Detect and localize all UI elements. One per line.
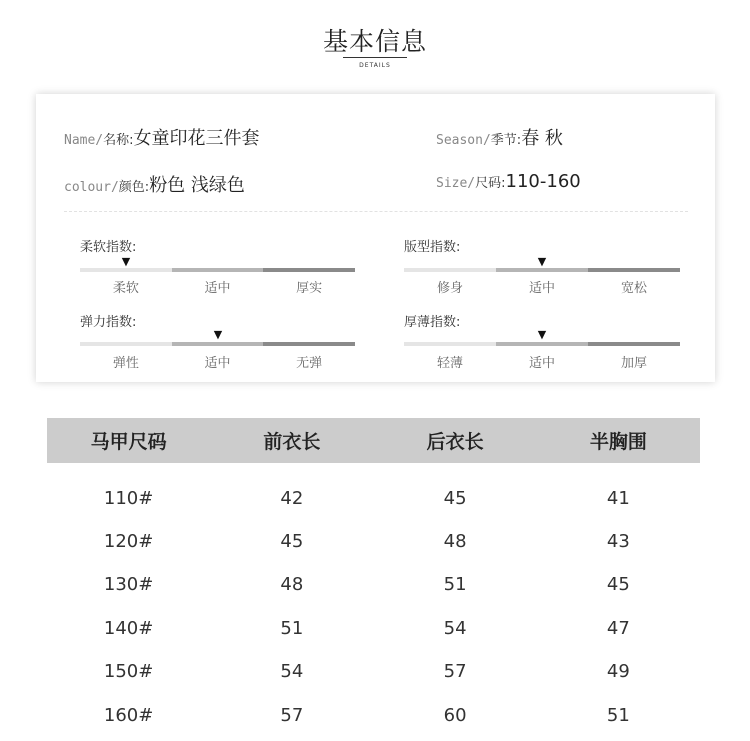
thickness-option: 适中	[528, 356, 555, 371]
table-row	[47, 569, 700, 599]
table-row	[47, 483, 700, 513]
table-cell: 57	[443, 660, 467, 682]
table-cell: 47	[606, 617, 630, 639]
table-cell: 54	[280, 660, 304, 682]
table-row	[47, 700, 700, 730]
info-name	[64, 124, 260, 150]
elasticity-options	[80, 352, 355, 371]
info-season-en: Season/	[436, 133, 491, 148]
table-cell: 60	[443, 704, 467, 726]
table-cell: 110#	[103, 487, 154, 509]
info-season-value: 春 秋	[521, 128, 563, 149]
info-divider	[64, 211, 688, 212]
elasticity-option: 无弹	[296, 356, 323, 371]
softness-option: 适中	[204, 281, 231, 296]
table-cell: 150#	[103, 660, 154, 682]
table-cell: 51	[606, 704, 630, 726]
info-season	[436, 124, 563, 150]
elasticity-label: 弹力指数:	[80, 315, 137, 330]
table-row	[47, 613, 700, 643]
info-name-en: Name/	[64, 133, 104, 148]
info-size-cn: 尺码:	[475, 176, 506, 191]
info-size-en: Size/	[436, 176, 476, 191]
info-colour-cn: 颜色:	[118, 180, 150, 195]
info-season-cn: 季节:	[490, 133, 522, 148]
size-table-header-cell: 半胸围	[589, 431, 647, 453]
size-table-header-cell: 后衣长	[426, 431, 484, 453]
size-table-header-cell: 马甲尺码	[90, 431, 167, 453]
size-table-header-cell: 前衣长	[263, 431, 321, 453]
table-cell: 41	[606, 487, 630, 509]
fit-option: 适中	[528, 281, 555, 296]
table-cell: 57	[280, 704, 304, 726]
table-cell: 130#	[103, 573, 154, 595]
softness-option: 柔软	[112, 281, 139, 296]
table-cell: 51	[443, 573, 467, 595]
size-table-header	[47, 418, 700, 463]
elasticity-option: 适中	[204, 356, 231, 371]
page-title: 基本信息	[322, 27, 427, 56]
table-cell: 51	[280, 617, 304, 639]
table-cell: 45	[280, 530, 304, 552]
table-cell: 49	[606, 660, 630, 682]
product-info-card	[36, 94, 715, 382]
softness-scale-bar	[80, 268, 355, 272]
table-cell: 54	[443, 617, 467, 639]
thickness-options	[404, 352, 680, 371]
info-colour-value: 粉色 浅绿色	[149, 175, 245, 196]
table-cell: 48	[443, 530, 467, 552]
thickness-label: 厚薄指数:	[404, 315, 461, 330]
thickness-option: 加厚	[620, 356, 647, 371]
title-underline	[343, 57, 407, 58]
info-colour-en: colour/	[64, 180, 119, 195]
table-row	[47, 526, 700, 556]
info-name-value: 女童印花三件套	[133, 128, 260, 149]
elasticity-scale-bar	[80, 342, 355, 346]
thickness-marker-icon: ▼	[537, 328, 547, 341]
page-subtitle: DETAILS	[359, 62, 391, 69]
thickness-option: 轻薄	[436, 356, 463, 371]
softness-option: 厚实	[296, 281, 323, 296]
table-cell: 120#	[103, 530, 154, 552]
table-cell: 45	[443, 487, 467, 509]
fit-option: 修身	[436, 281, 463, 296]
table-cell: 43	[606, 530, 630, 552]
info-name-cn: 名称:	[103, 133, 134, 148]
fit-options	[404, 277, 680, 296]
table-cell: 45	[606, 573, 630, 595]
elasticity-marker-icon: ▼	[213, 328, 223, 341]
info-size	[436, 171, 581, 192]
info-size-value: 110-160	[505, 171, 581, 192]
elasticity-option: 弹性	[112, 356, 139, 371]
fit-option: 宽松	[620, 281, 647, 296]
fit-label: 版型指数:	[404, 240, 461, 255]
softness-label: 柔软指数:	[80, 240, 137, 255]
fit-scale-bar	[404, 268, 680, 272]
fit-marker-icon: ▼	[537, 255, 547, 268]
thickness-scale-bar	[404, 342, 680, 346]
softness-options	[80, 277, 355, 296]
table-cell: 42	[280, 487, 304, 509]
table-cell: 140#	[103, 617, 154, 639]
info-colour	[64, 171, 245, 197]
table-cell: 160#	[103, 704, 154, 726]
table-cell: 48	[280, 573, 304, 595]
table-row	[47, 656, 700, 686]
softness-marker-icon: ▼	[121, 255, 131, 268]
